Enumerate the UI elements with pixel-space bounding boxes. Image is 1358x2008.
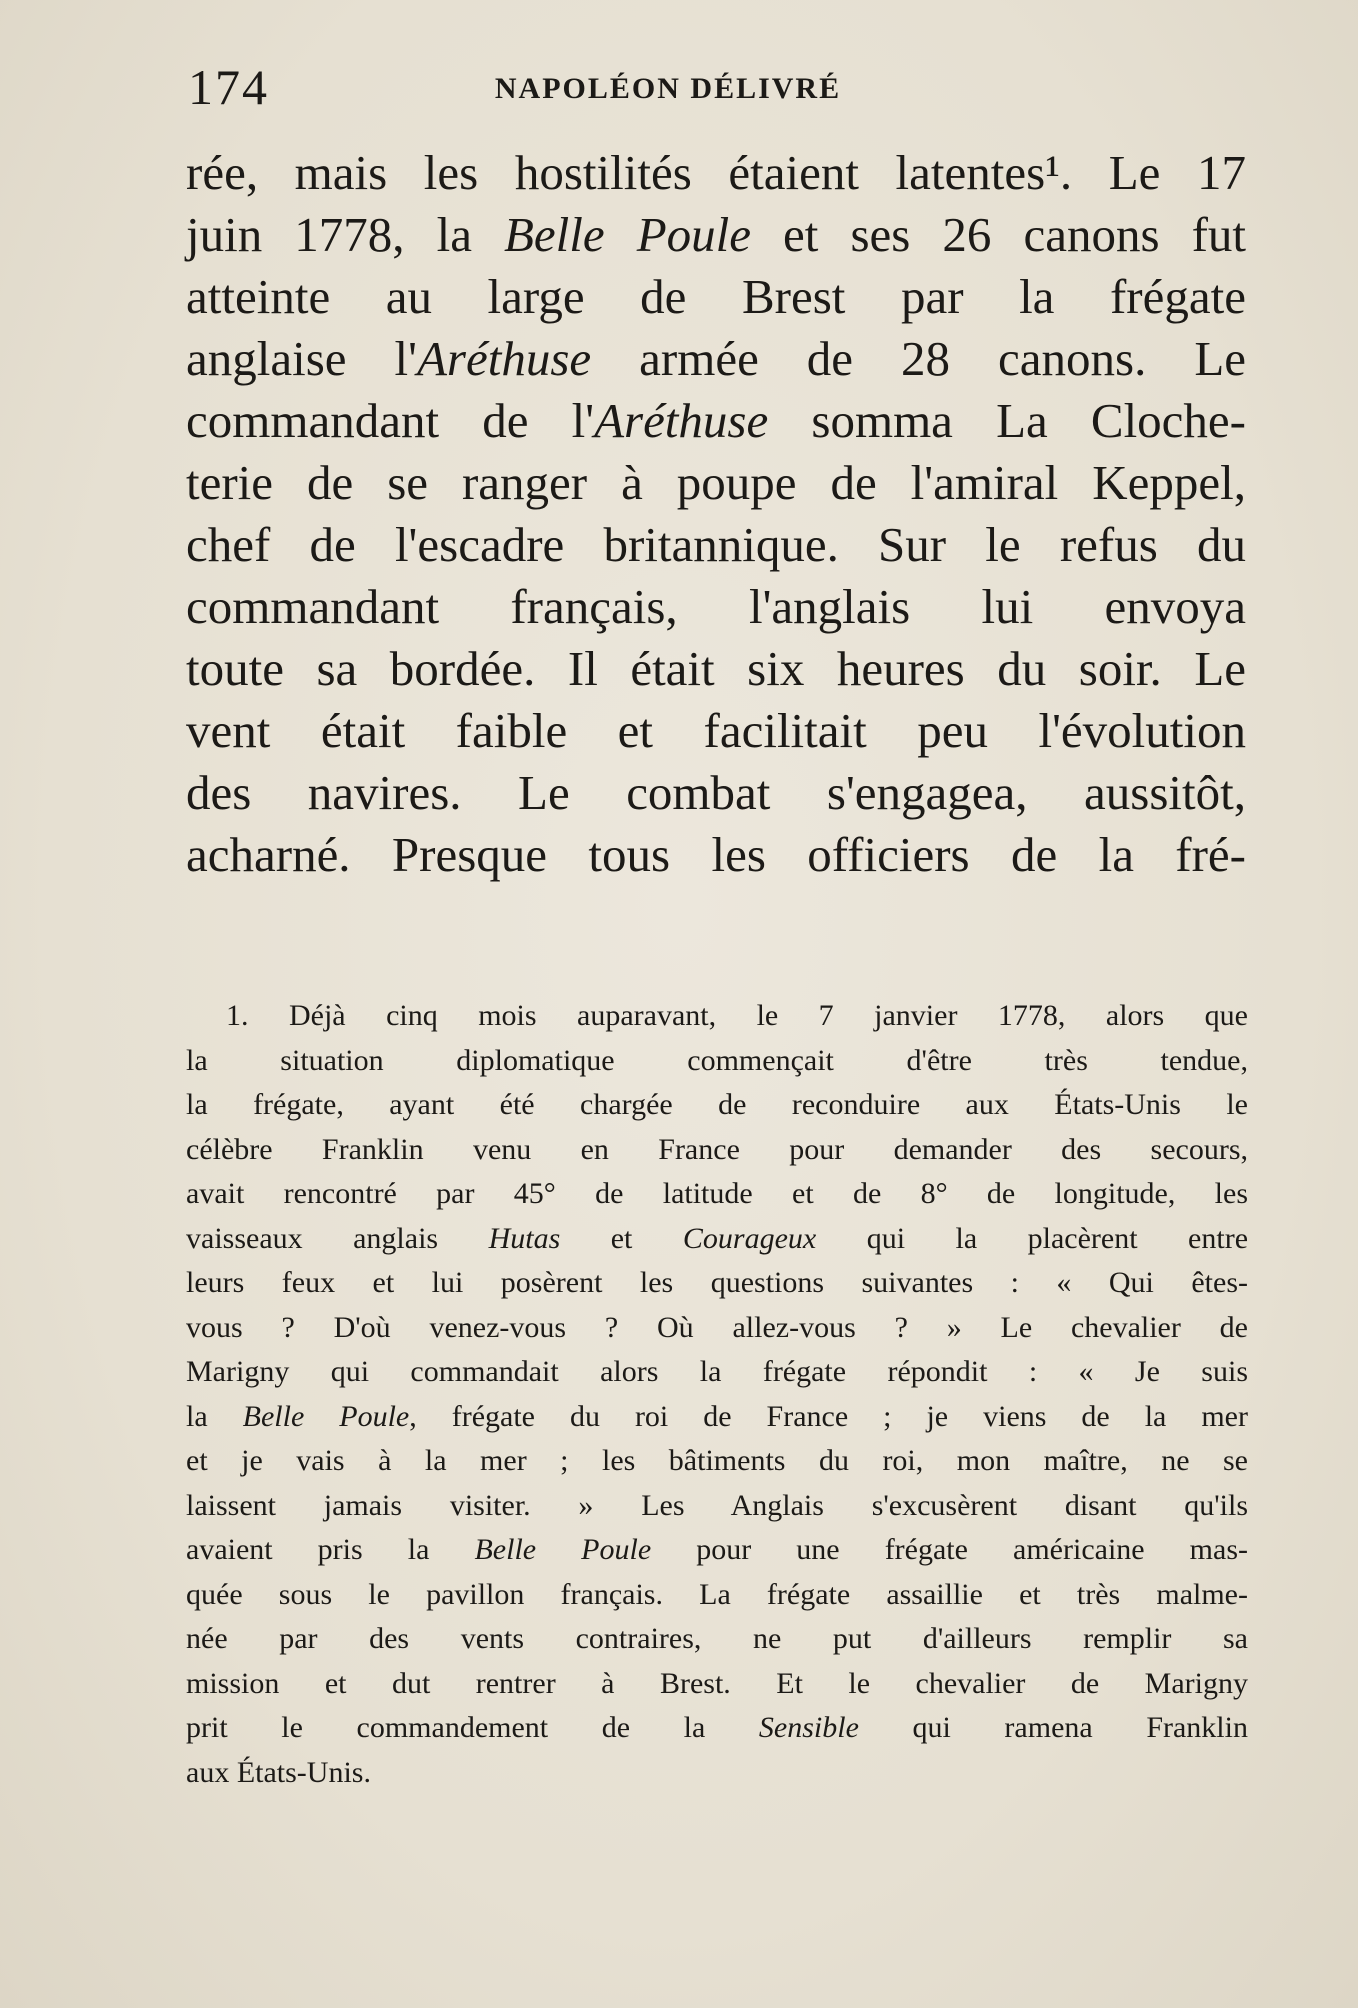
footnote-italic-text: Belle Poule bbox=[242, 1399, 410, 1433]
body-line bbox=[186, 142, 1246, 204]
page-header bbox=[188, 58, 1248, 118]
body-text: vent était faible et facilitait peu l'évolution bbox=[186, 703, 1246, 758]
footnote-text: avaient pris la bbox=[186, 1533, 475, 1566]
body-line bbox=[186, 824, 1246, 886]
footnote-line bbox=[186, 1706, 1248, 1751]
body-line bbox=[186, 452, 1246, 514]
body-text: et ses 26 canons fut bbox=[751, 207, 1246, 262]
body-text: commandant de l' bbox=[186, 393, 595, 448]
body-line bbox=[186, 700, 1246, 762]
body-line bbox=[186, 390, 1246, 452]
footnote-text: leurs feux et lui posèrent les questions suivantes : « Qui êtes- bbox=[186, 1266, 1248, 1299]
footnote-line bbox=[186, 1439, 1248, 1484]
page-number: 174 bbox=[188, 59, 269, 115]
footnote-text: qui la placèrent entre bbox=[816, 1221, 1249, 1255]
body-text: terie de se ranger à poupe de l'amiral Keppel, bbox=[186, 455, 1246, 510]
footnote-text: quée sous le pavillon français. La frégate assaillie et très malme- bbox=[186, 1577, 1248, 1611]
footnote-line bbox=[186, 1662, 1248, 1707]
body-text: acharné. Presque tous les officiers de la fré- bbox=[186, 827, 1246, 882]
body-text: juin 1778, la bbox=[186, 207, 504, 262]
footnote-line bbox=[186, 1617, 1248, 1662]
footnote-text: la situation diplomatique commençait d'être très tendue, bbox=[186, 1043, 1248, 1077]
footnote-text: 1. Déjà cinq mois auparavant, le 7 janvier 1778, alors que bbox=[226, 999, 1248, 1032]
body-text: rée, mais les hostilités étaient latentes¹. Le 17 bbox=[186, 145, 1246, 200]
footnote-line bbox=[186, 1083, 1248, 1128]
footnote-line bbox=[186, 1261, 1248, 1306]
footnote-text: et je vais à la mer ; les bâtiments du roi, mon maître, ne se bbox=[186, 1444, 1248, 1477]
body-text: des navires. Le combat s'engagea, aussitôt, bbox=[186, 765, 1246, 820]
footnote-line bbox=[186, 1217, 1248, 1262]
footnote-text: vaisseaux anglais bbox=[186, 1221, 489, 1255]
body-text: atteinte au large de Brest par la frégate bbox=[186, 269, 1246, 324]
body-text: anglaise l' bbox=[186, 331, 417, 386]
footnote-text: mission et dut rentrer à Brest. Et le chevalier de Marigny bbox=[186, 1666, 1248, 1700]
footnote-text: laissent jamais visiter. » Les Anglais s'excusèrent disant qu'ils bbox=[186, 1488, 1248, 1522]
footnote-line bbox=[186, 1395, 1248, 1440]
footnote-italic-text: Hutas bbox=[488, 1221, 561, 1255]
footnote-text: aux États-Unis. bbox=[186, 1755, 371, 1789]
footnote-text: vous ? D'où venez-vous ? Où allez-vous ? » Le chevalier de bbox=[186, 1310, 1248, 1344]
footnote-line bbox=[186, 1039, 1248, 1084]
footnote-line bbox=[186, 1751, 1248, 1796]
body-text: armée de 28 canons. Le bbox=[591, 331, 1246, 386]
footnote-italic-text: Belle Poule bbox=[474, 1533, 652, 1566]
footnote-line bbox=[186, 1484, 1248, 1529]
footnote-text: avait rencontré par 45° de latitude et de 8° de longitude, les bbox=[186, 1177, 1248, 1210]
footnote-text: la frégate, ayant été chargée de reconduire aux États-Unis le bbox=[186, 1088, 1248, 1121]
main-text bbox=[186, 142, 1246, 886]
footnote-line bbox=[186, 1128, 1248, 1173]
footnote-text: prit le commandement de la bbox=[186, 1711, 759, 1744]
body-text: chef de l'escadre britannique. Sur le refus du bbox=[186, 517, 1246, 572]
footnote-line bbox=[186, 1573, 1248, 1618]
footnote bbox=[186, 994, 1248, 1795]
footnote-line bbox=[186, 1350, 1248, 1395]
body-italic-text: Belle Poule bbox=[504, 207, 751, 262]
body-text: toute sa bordée. Il était six heures du soir. Le bbox=[186, 641, 1246, 696]
body-italic-text: Aréthuse bbox=[416, 331, 592, 386]
footnote-italic-text: Sensible bbox=[758, 1711, 859, 1744]
body-line bbox=[186, 204, 1246, 266]
footnote-text: pour une frégate américaine mas- bbox=[651, 1533, 1248, 1566]
body-line bbox=[186, 576, 1246, 638]
body-line bbox=[186, 266, 1246, 328]
footnote-line bbox=[186, 1306, 1248, 1351]
body-line bbox=[186, 328, 1246, 390]
footnote-text: née par des vents contraires, ne put d'ailleurs remplir sa bbox=[186, 1622, 1248, 1655]
body-line bbox=[186, 762, 1246, 824]
body-line bbox=[186, 514, 1246, 576]
footnote-text: Marigny qui commandait alors la frégate répondit : « Je suis bbox=[186, 1355, 1248, 1388]
footnote-italic-text: Courageux bbox=[682, 1221, 817, 1255]
footnote-text: célèbre Franklin venu en France pour demander des secours, bbox=[186, 1132, 1248, 1166]
body-text: somma La Cloche- bbox=[768, 393, 1246, 448]
body-text: commandant français, l'anglais lui envoya bbox=[186, 579, 1246, 634]
footnote-text: qui ramena Franklin bbox=[858, 1711, 1248, 1744]
body-line bbox=[186, 638, 1246, 700]
running-title: NAPOLÉON DÉLIVRÉ bbox=[494, 72, 842, 105]
body-italic-text: Aréthuse bbox=[594, 393, 769, 448]
footnote-line bbox=[186, 994, 1248, 1039]
footnote-text: la bbox=[186, 1399, 243, 1433]
footnote-text: , frégate du roi de France ; je viens de la mer bbox=[409, 1399, 1248, 1433]
footnote-line bbox=[186, 1528, 1248, 1573]
footnote-line bbox=[186, 1172, 1248, 1217]
footnote-text: et bbox=[560, 1221, 683, 1255]
